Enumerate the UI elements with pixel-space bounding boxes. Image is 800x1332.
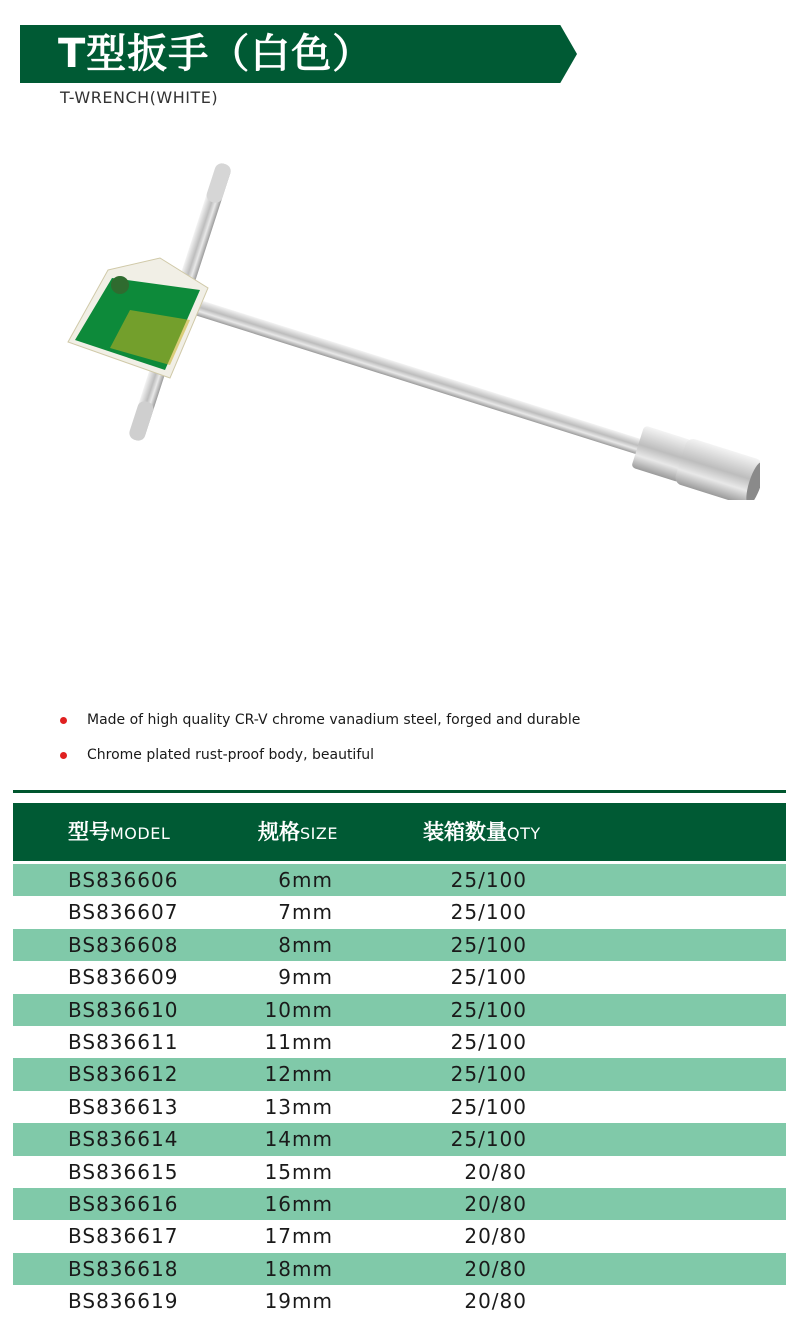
qty-cell: 25/100 bbox=[450, 932, 527, 957]
table-header bbox=[13, 803, 786, 861]
size-cell: 14mm bbox=[264, 1127, 333, 1152]
table-row bbox=[13, 961, 786, 993]
table-top-rule bbox=[13, 790, 786, 793]
size-cell: 9mm bbox=[278, 965, 333, 990]
table-row bbox=[13, 1058, 786, 1090]
model-cell: BS836612 bbox=[68, 1062, 179, 1087]
table-row bbox=[13, 1220, 786, 1252]
green-label bbox=[68, 258, 208, 378]
page-title: T型扳手（白色） bbox=[58, 31, 374, 77]
qty-cell: 25/100 bbox=[450, 997, 527, 1022]
table-row bbox=[13, 896, 786, 928]
size-cell: 17mm bbox=[264, 1224, 333, 1249]
table-row bbox=[13, 1156, 786, 1188]
size-cell: 11mm bbox=[264, 1029, 333, 1054]
header-size: 规格SIZE bbox=[258, 820, 338, 844]
feature-item bbox=[60, 708, 580, 732]
model-cell: BS836614 bbox=[68, 1127, 179, 1152]
model-cell: BS836618 bbox=[68, 1256, 179, 1281]
table-row bbox=[13, 1123, 786, 1155]
size-cell: 8mm bbox=[278, 932, 333, 957]
feature-text: Made of high quality CR-V chrome vanadium steel, forged and durable bbox=[87, 712, 581, 728]
size-cell: 19mm bbox=[264, 1289, 333, 1314]
bullet-icon bbox=[60, 752, 67, 759]
qty-cell: 25/100 bbox=[450, 1094, 527, 1119]
table-row bbox=[13, 1285, 786, 1317]
model-cell: BS836616 bbox=[68, 1191, 179, 1216]
page-subtitle: T-WRENCH(WHITE) bbox=[60, 88, 219, 107]
qty-cell: 20/80 bbox=[464, 1256, 527, 1281]
qty-cell: 20/80 bbox=[464, 1289, 527, 1314]
model-cell: BS836611 bbox=[68, 1029, 179, 1054]
model-cell: BS836615 bbox=[68, 1159, 179, 1184]
qty-cell: 25/100 bbox=[450, 900, 527, 925]
table-row bbox=[13, 1091, 786, 1123]
qty-cell: 20/80 bbox=[464, 1224, 527, 1249]
model-cell: BS836619 bbox=[68, 1289, 179, 1314]
spec-table-body bbox=[13, 864, 786, 1317]
size-cell: 6mm bbox=[278, 868, 333, 892]
product-image bbox=[40, 160, 760, 500]
model-cell: BS836608 bbox=[68, 932, 179, 957]
t-wrench-image bbox=[40, 160, 760, 500]
qty-cell: 20/80 bbox=[464, 1191, 527, 1216]
model-cell: BS836606 bbox=[68, 868, 179, 892]
bullet-icon bbox=[60, 717, 67, 724]
model-cell: BS836617 bbox=[68, 1224, 179, 1249]
size-cell: 7mm bbox=[278, 900, 333, 925]
size-cell: 16mm bbox=[264, 1191, 333, 1216]
feature-text: Chrome plated rust-proof body, beautiful bbox=[87, 747, 375, 763]
qty-cell: 25/100 bbox=[450, 1062, 527, 1087]
model-cell: BS836607 bbox=[68, 900, 179, 925]
table-row bbox=[13, 1188, 786, 1220]
qty-cell: 25/100 bbox=[450, 868, 527, 892]
table-row bbox=[13, 1026, 786, 1058]
table-row bbox=[13, 1253, 786, 1285]
header-model: 型号MODEL bbox=[68, 820, 171, 844]
qty-cell: 25/100 bbox=[450, 1029, 527, 1054]
size-cell: 18mm bbox=[264, 1256, 333, 1281]
table-row bbox=[13, 929, 786, 961]
model-cell: BS836613 bbox=[68, 1094, 179, 1119]
feature-item bbox=[60, 743, 580, 767]
qty-cell: 25/100 bbox=[450, 1127, 527, 1152]
table-row bbox=[13, 994, 786, 1026]
model-cell: BS836610 bbox=[68, 997, 179, 1022]
qty-cell: 20/80 bbox=[464, 1159, 527, 1184]
size-cell: 13mm bbox=[264, 1094, 333, 1119]
qty-cell: 25/100 bbox=[450, 965, 527, 990]
model-cell: BS836609 bbox=[68, 965, 179, 990]
size-cell: 12mm bbox=[264, 1062, 333, 1087]
size-cell: 15mm bbox=[264, 1159, 333, 1184]
feature-list bbox=[60, 708, 580, 778]
header-qty: 装箱数量QTY bbox=[423, 820, 541, 844]
size-cell: 10mm bbox=[264, 997, 333, 1022]
table-row bbox=[13, 864, 786, 896]
